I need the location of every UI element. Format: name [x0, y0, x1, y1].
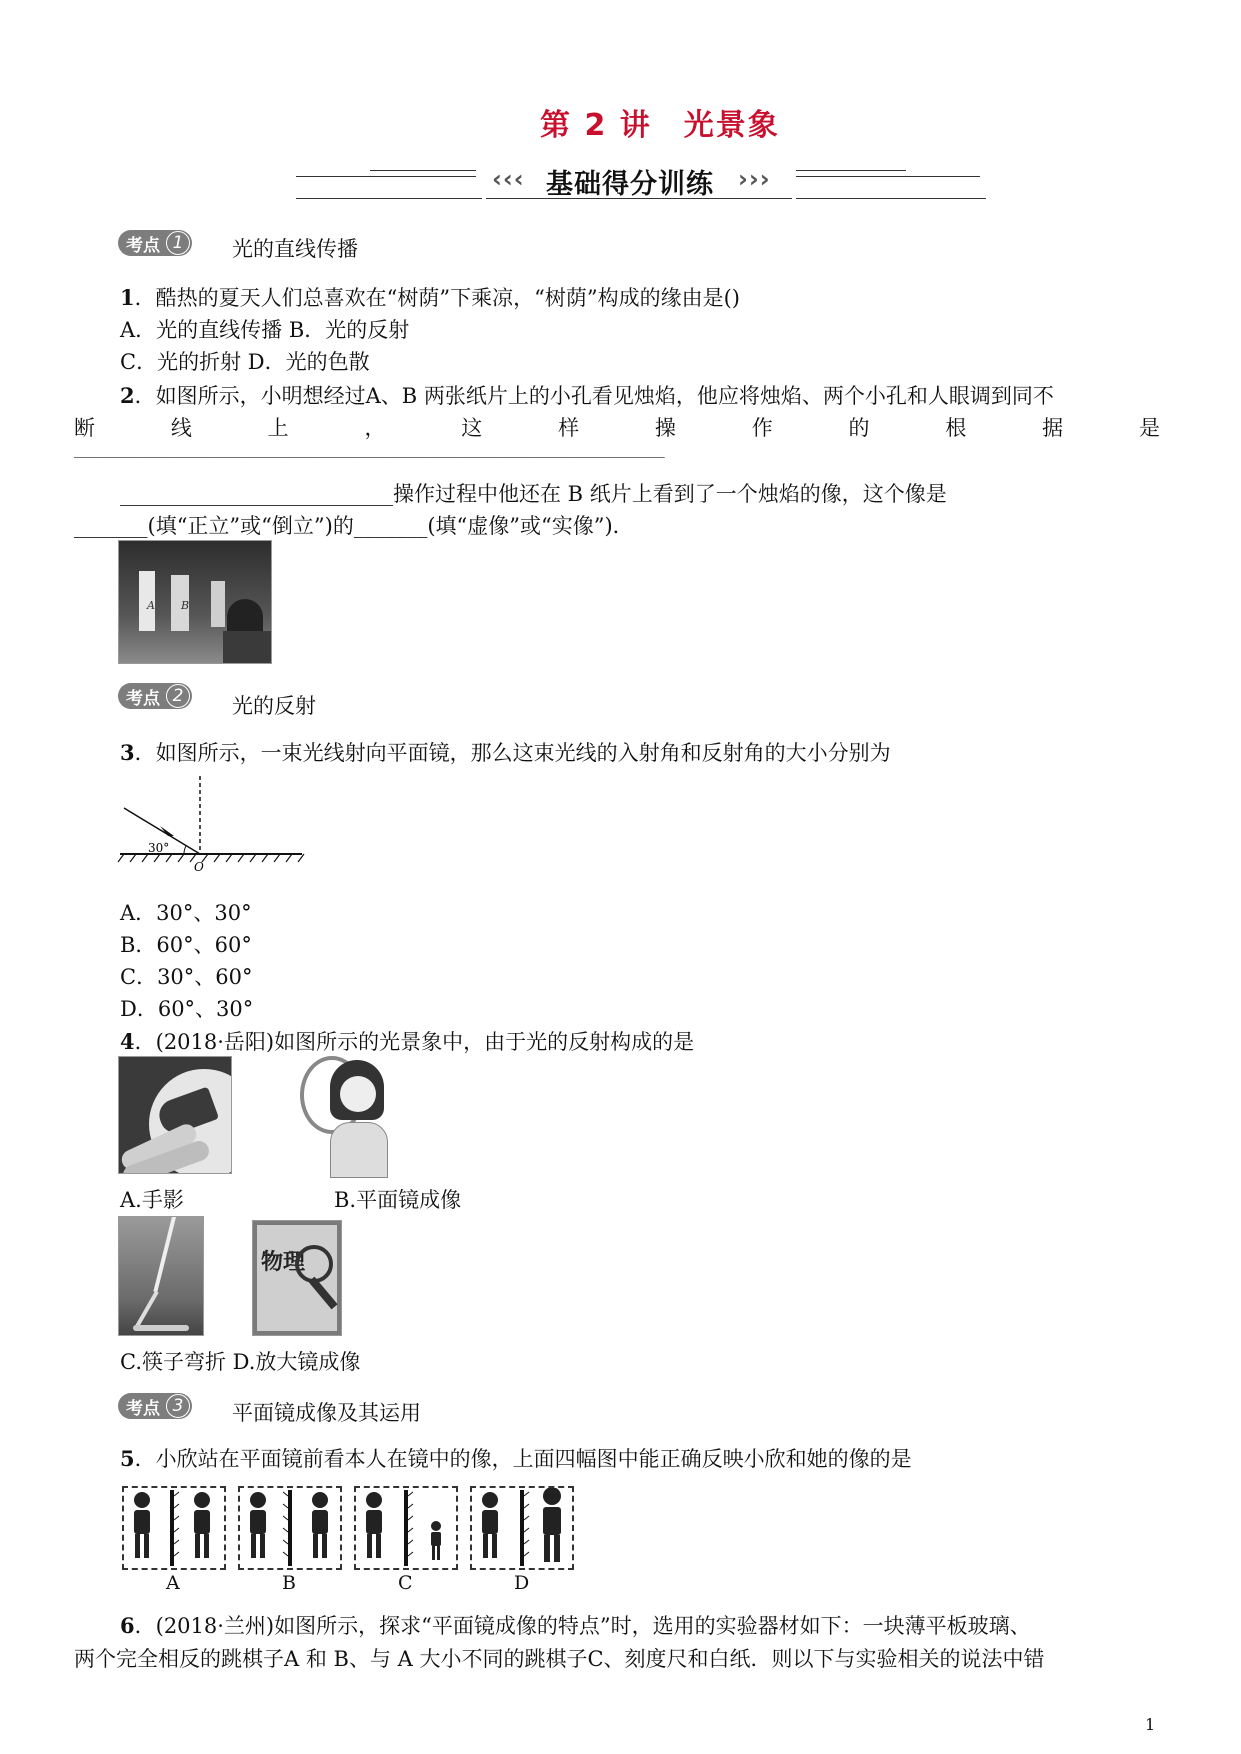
- question-text: ．(2018·岳阳)如图所示的光景象中，由于光的反射构成的是: [134, 1030, 695, 1054]
- q1-option-line-2: C．光的折射 D．光的色散: [120, 350, 370, 374]
- question-number: 4: [120, 1029, 135, 1054]
- banner-text: 基础得分训练: [546, 169, 714, 200]
- question-number: 1: [120, 285, 135, 310]
- q2-line-5: _______(填“正立”或“倒立”)的_______(填“虚像”或“实像”)．: [74, 514, 634, 538]
- question-number: 2: [120, 383, 135, 408]
- question-number: 5: [120, 1446, 135, 1471]
- section-title-2: 光的反射: [232, 694, 316, 718]
- magnifier-book-photo: [252, 1220, 342, 1336]
- photo-label-b: B: [181, 599, 190, 612]
- question-2: [120, 380, 1054, 410]
- question-3: [120, 737, 891, 767]
- point-o-label: O: [194, 860, 204, 872]
- question-text: ．(2018·兰州)如图所示，探求“平面镜成像的特点”时，选用的实验器材如下：一块薄平板玻璃、: [134, 1614, 1031, 1638]
- question-6: [120, 1610, 1031, 1640]
- candle-pinhole-photo: [118, 540, 272, 664]
- section-title-3: 平面镜成像及其运用: [232, 1401, 421, 1425]
- book-title-text: 物理: [261, 1250, 306, 1275]
- question-text: ．小欣站在平面镜前看本人在镜中的像，上面四幅图中能正确反映小欣和她的像的是: [134, 1447, 912, 1471]
- q1-option-line-1: A．光的直线传播 B．光的反射: [120, 318, 410, 342]
- question-number: 6: [120, 1613, 135, 1638]
- question-1: [120, 282, 740, 312]
- q3-option-c: C．30°、60°: [120, 965, 253, 989]
- q2-line-4: __________________________操作过程中他还在 B 纸片上看到了一个烛焰的像，这个像是: [120, 482, 947, 506]
- section-badge-3: 考点 3: [118, 1393, 192, 1419]
- question-text: ．酷热的夏天人们总喜欢在“树荫”下乘凉，“树荫”构成的缘由是(): [134, 286, 740, 310]
- question-4: [120, 1026, 694, 1056]
- chopstick-glass-photo: [118, 1216, 204, 1336]
- hand-shadow-photo: [118, 1056, 232, 1174]
- q2-answer-blank-long: __________________________________________________________________________________: [74, 440, 665, 458]
- q4-caption-b: B.平面镜成像: [334, 1188, 462, 1212]
- section-title-1: 光的直线传播: [232, 237, 358, 261]
- angle-label: 30°: [148, 841, 170, 855]
- q3-option-a: A．30°、30°: [120, 901, 252, 925]
- page-number: 1: [1145, 1715, 1156, 1734]
- q4-caption-a: A.手影: [120, 1188, 184, 1212]
- q3-option-b: B．60°、60°: [120, 933, 252, 957]
- section-badge-2: 考点 2: [118, 683, 192, 709]
- q2-line-2: 断 线 上 ， 这 样 操 作 的 根 据 是: [74, 416, 1160, 440]
- q4-caption-cd: C.筷子弯折 D.放大镜成像: [120, 1350, 361, 1374]
- figure-label-d: D: [514, 1572, 530, 1594]
- mirror-reflection-diagram: [116, 774, 306, 872]
- q3-option-d: D．60°、30°: [120, 997, 254, 1021]
- photo-label-a: A: [147, 599, 155, 612]
- figure-label-c: C: [398, 1572, 413, 1594]
- question-number: 3: [120, 740, 135, 765]
- figure-label-a: A: [166, 1572, 180, 1594]
- question-5: [120, 1443, 912, 1473]
- section-badge-1: 考点 1: [118, 230, 192, 256]
- banner-chevrons-left: ‹‹‹: [492, 165, 525, 193]
- figure-label-b: B: [282, 1572, 296, 1594]
- banner-chevrons-right: ›››: [738, 165, 771, 193]
- question-text: ．如图所示，一束光线射向平面镜，那么这束光线的入射角和反射角的大小分别为: [134, 741, 891, 765]
- page-title: 第 2 讲 光景象: [540, 108, 780, 143]
- mirror-girl-illustration: [296, 1052, 392, 1176]
- q6-line-2: 两个完全相反的跳棋子A 和 B、与 A 大小不同的跳棋子C、刻度尺和白纸．则以下与实验相关的说法中错: [74, 1647, 1045, 1671]
- question-text: ．如图所示，小明想经过A、B 两张纸片上的小孔看见烛焰，他应将烛焰、两个小孔和人眼调到同不: [134, 384, 1054, 408]
